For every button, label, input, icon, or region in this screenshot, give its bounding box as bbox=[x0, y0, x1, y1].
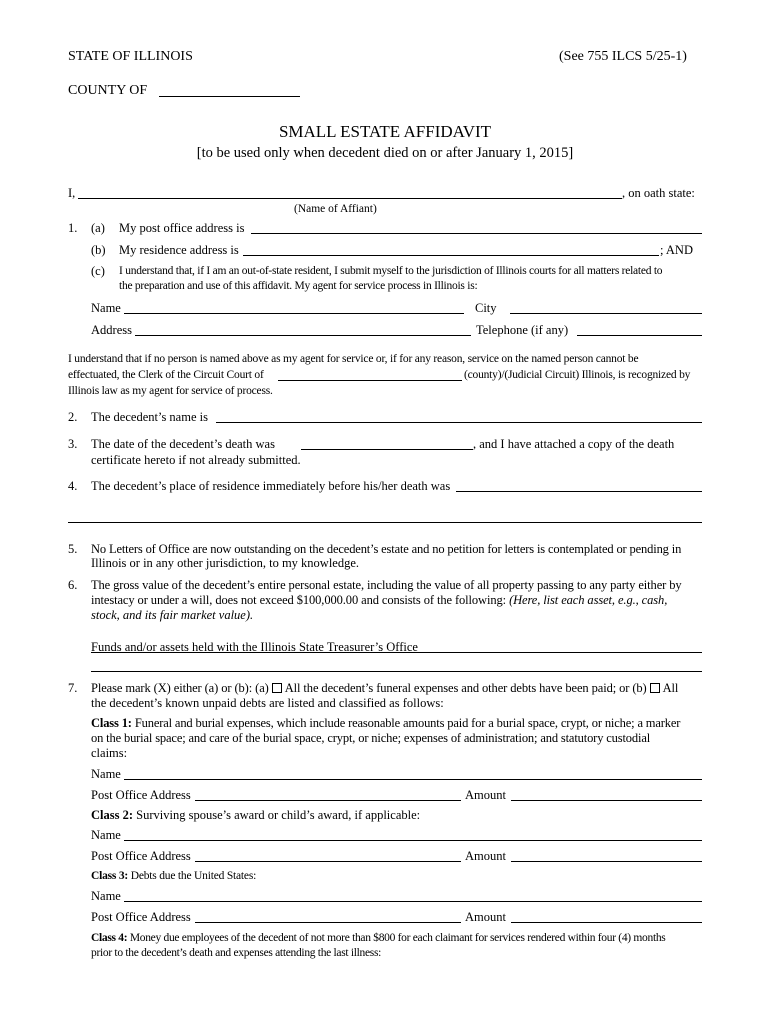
statute-reference: (See 755 ILCS 5/25-1) bbox=[559, 49, 687, 64]
class4-label: Class 4: bbox=[91, 932, 128, 944]
decedent-name-field[interactable] bbox=[216, 422, 702, 423]
class3-label: Class 3: bbox=[91, 870, 129, 882]
item6-line2-italic: (Here, list each asset, e.g., cash, bbox=[509, 593, 668, 607]
item4-number: 4. bbox=[68, 479, 78, 493]
residence-address-label: My residence address is bbox=[119, 243, 239, 257]
county-label: COUNTY OF bbox=[68, 83, 148, 98]
po-address-field[interactable] bbox=[251, 233, 702, 234]
item1b-letter: (b) bbox=[91, 243, 106, 257]
affiant-prefix: I, bbox=[68, 186, 76, 200]
treasurer-funds-field[interactable] bbox=[91, 652, 702, 653]
agent-city-label: City bbox=[475, 301, 497, 315]
assets-extra-field[interactable] bbox=[91, 671, 702, 672]
item7-line1 bbox=[91, 681, 678, 696]
death-date-label: The date of the decedent’s death was bbox=[91, 437, 275, 451]
class2-name-label: Name bbox=[91, 828, 121, 842]
class1-name-label: Name bbox=[91, 767, 121, 781]
class2-po-label: Post Office Address bbox=[91, 849, 191, 863]
class2-text: Surviving spouse’s award or child’s award, if applicable: bbox=[136, 808, 421, 822]
item6-line2-text: intestacy or under a will, does not exceed $100,000.00 and consists of the following: bbox=[91, 593, 507, 607]
item1c-letter: (c) bbox=[91, 264, 105, 278]
item1c-line2: the preparation and use of this affidavit. My agent for service process in Illinois is: bbox=[119, 280, 478, 292]
class4-line1 bbox=[91, 931, 665, 945]
option-a-checkbox[interactable] bbox=[272, 683, 282, 693]
death-date-field[interactable] bbox=[301, 449, 473, 450]
residence-suffix: ; AND bbox=[660, 243, 693, 257]
class3-amount-field[interactable] bbox=[511, 922, 702, 923]
item7-line1-c: All bbox=[662, 681, 679, 695]
clerk-para-line1: I understand that if no person is named above as my agent for service or, if for any reason, service on the named person cannot be bbox=[68, 353, 639, 365]
death-certificate-note: certificate hereto if not already submitted. bbox=[91, 453, 301, 467]
agent-name-label: Name bbox=[91, 301, 121, 315]
class2-amount-field[interactable] bbox=[511, 861, 702, 862]
item1-number: 1. bbox=[68, 221, 78, 235]
decedent-name-label: The decedent’s name is bbox=[91, 410, 208, 424]
agent-phone-field[interactable] bbox=[577, 335, 702, 336]
item7-line2: the decedent’s known unpaid debts are listed and classified as follows: bbox=[91, 696, 444, 710]
class1-line2: on the burial space; and care of the burial space, crypt, or niche; expenses of administration; and statutory custodial bbox=[91, 731, 651, 745]
item1c-line1: I understand that, if I am an out-of-state resident, I submit myself to the jurisdiction of Illinois courts for all matters related to bbox=[119, 265, 663, 277]
item6-line3: stock, and its fair market value). bbox=[91, 608, 254, 622]
class2-po-field[interactable] bbox=[195, 861, 461, 862]
class1-amount-field[interactable] bbox=[511, 800, 702, 801]
item2-number: 2. bbox=[68, 410, 78, 424]
item1a-letter: (a) bbox=[91, 221, 105, 235]
item5-line1: No Letters of Office are now outstanding on the decedent’s estate and no petition for letters is contemplated or pending in bbox=[91, 542, 682, 556]
class3-name-field[interactable] bbox=[124, 901, 702, 902]
class3-amount-label: Amount bbox=[465, 910, 506, 924]
item6-line1: The gross value of the decedent’s entire personal estate, including the value of all property passing to any party either by bbox=[91, 578, 682, 592]
residence-before-death-label: The decedent’s place of residence immediately before his/her death was bbox=[91, 479, 451, 493]
affiant-name-field[interactable] bbox=[78, 198, 622, 199]
form-subtitle: [to be used only when decedent died on or after January 1, 2015] bbox=[196, 145, 574, 161]
class4-line2: prior to the decedent’s death and expenses attending the last illness: bbox=[91, 947, 382, 959]
class2-name-field[interactable] bbox=[124, 840, 702, 841]
clerk-county-field[interactable] bbox=[278, 380, 462, 381]
class3-po-label: Post Office Address bbox=[91, 910, 191, 924]
agent-city-field[interactable] bbox=[510, 313, 702, 314]
death-date-suffix: , and I have attached a copy of the death bbox=[473, 437, 675, 451]
agent-address-field[interactable] bbox=[135, 335, 471, 336]
county-field[interactable] bbox=[159, 96, 300, 97]
class1-text: Funeral and burial expenses, which include reasonable amounts paid for a burial space, crypt, or niche; a marker bbox=[134, 716, 681, 730]
item6-number: 6. bbox=[68, 578, 78, 592]
affiant-suffix: , on oath state: bbox=[622, 186, 695, 200]
residence-address-field[interactable] bbox=[243, 255, 659, 256]
agent-name-field[interactable] bbox=[124, 313, 464, 314]
item7-line1-b: All the decedent’s funeral expenses and other debts have been paid; or (b) bbox=[284, 681, 647, 695]
item5-line2: Illinois or in any other jurisdiction, to my knowledge. bbox=[91, 556, 360, 570]
form-title: SMALL ESTATE AFFIDAVIT bbox=[278, 122, 492, 141]
class4-text: Money due employees of the decedent of not more than $800 for each claimant for services rendered within four (4) months bbox=[129, 932, 666, 944]
affiant-caption: (Name of Affiant) bbox=[294, 203, 377, 215]
class3-name-label: Name bbox=[91, 889, 121, 903]
item7-number: 7. bbox=[68, 681, 78, 695]
class2-amount-label: Amount bbox=[465, 849, 506, 863]
item7-line1-a: Please mark (X) either (a) or (b): (a) bbox=[91, 681, 269, 695]
class1-line1 bbox=[91, 716, 680, 731]
class3-po-field[interactable] bbox=[195, 922, 461, 923]
residence-before-death-field[interactable] bbox=[456, 491, 702, 492]
item5-number: 5. bbox=[68, 542, 78, 556]
class1-po-field[interactable] bbox=[195, 800, 461, 801]
agent-address-label: Address bbox=[91, 323, 132, 337]
class1-amount-label: Amount bbox=[465, 788, 506, 802]
class3-line bbox=[91, 869, 256, 883]
agent-phone-label: Telephone (if any) bbox=[476, 323, 569, 337]
treasurer-funds-label: Funds and/or assets held with the Illinois State Treasurer’s Office bbox=[91, 640, 418, 654]
class1-label: Class 1: bbox=[91, 716, 132, 730]
clerk-para-line2b: (county)/(Judicial Circuit) Illinois, is recognized by bbox=[464, 369, 691, 381]
class1-name-field[interactable] bbox=[124, 779, 702, 780]
residence-before-death-field-2[interactable] bbox=[68, 522, 702, 523]
state-heading: STATE OF ILLINOIS bbox=[68, 49, 193, 64]
class1-po-label: Post Office Address bbox=[91, 788, 191, 802]
po-address-label: My post office address is bbox=[119, 221, 245, 235]
class2-label: Class 2: bbox=[91, 808, 134, 822]
item6-line2 bbox=[91, 593, 667, 608]
item3-number: 3. bbox=[68, 437, 78, 451]
class1-line3: claims: bbox=[91, 746, 128, 760]
clerk-para-line2a: effectuated, the Clerk of the Circuit Court of bbox=[68, 369, 264, 381]
class2-line bbox=[91, 808, 420, 823]
class3-text: Debts due the United States: bbox=[130, 870, 257, 882]
option-b-checkbox[interactable] bbox=[650, 683, 660, 693]
clerk-para-line3: Illinois law as my agent for service of process. bbox=[68, 385, 273, 397]
